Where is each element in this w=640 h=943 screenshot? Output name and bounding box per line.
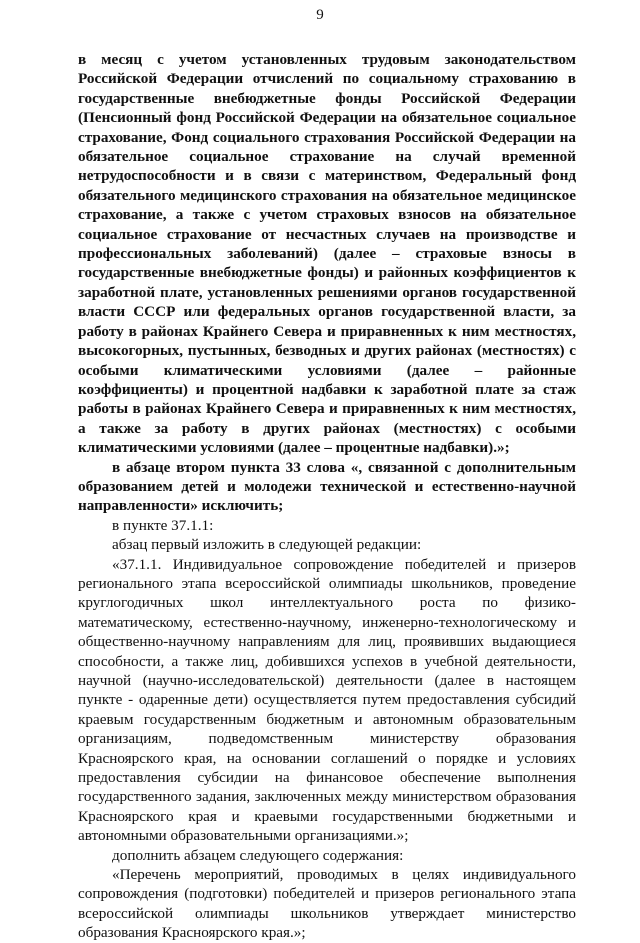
paragraph-supplement: дополнить абзацем следующего содержания: (112, 846, 404, 864)
document-body (78, 50, 576, 943)
paragraph-new-edition: «37.1.1. Индивидуальное сопровождение победителей и призеров регионального этапа всероссийской олимпиады школьников, проведение круглогодичных школ интеллектуального роста по физико-математическому, естественно-научному, инженерно-технологическому и общественно-научному направлениям для лиц, проявивших выдающиеся способности, а также лиц, добившихся успехов в учебной деятельности, научной (научно-исследовательской) деятельности (далее в настоящем пункте - одаренные дети) осуществляется путем предоставления субсидий краевым государственным бюджетным и автономным образовательным организациям, подведомственным министерству образования Красноярского края, на основании соглашений о порядке и условиях предоставления субсидии на финансовое обеспечение выполнения государственного задания, заключенных между министерством образования Красноярского края и краевыми государственными бюджетными и автономными образовательными организациями.»; (78, 555, 576, 845)
paragraph-continuation: в месяц с учетом установленных трудовым законодательством Российской Федерации отчислений по социальному страхованию в государственные внебюджетные фонды Российской Федерации (Пенсионный фонд Российской Федерации на обязательное социальное страхование, Фонд социального страхования Российской Федерации на обязательное социальное страхование на случай временной нетрудоспособности и в связи с материнством, Федеральный фонд обязательного медицинского страхования на обязательное медицинское страхование, а также с учетом страховых взносов на обязательное социальное страхование от несчастных случаев на производстве и профессиональных заболеваний) (далее – страховые взносы в государственные внебюджетные фонды) и районных коэффициентов к заработной плате, установленных решениями органов государственной власти СССР или федеральных органов государственной власти, за работу в районах Крайнего Севера и приравненных к ним местностях, высокогорных, пустынных, безводных и других районах (местностях) с особыми климатическими условиями (далее – районные коэффициенты) и процентной надбавки к заработной плате за стаж работы в районах Крайнего Севера и приравненных к ним местностях, а также за работу в других районах (местностях) с особыми климатическими условиями (далее – процентные надбавки).»; (78, 51, 576, 457)
paragraph-new-abzac: «Перечень мероприятий, проводимых в целях индивидуального сопровождения (подготовки) победителей и призеров регионального этапа всероссийской олимпиады школьников утверждает министерство образования Красноярского края.»; (78, 866, 576, 942)
paragraph-item-37-1-1: в пункте 37.1.1: (112, 516, 214, 534)
page-number: 9 (316, 7, 324, 23)
paragraph-first-abzac: абзац первый изложить в следующей редакции: (112, 536, 422, 554)
paragraph-amendment-item-33: в абзаце втором пункта 33 слова «, связанной с дополнительным образованием детей и молодежи технической и естественно-научной направленности» исключить; (78, 458, 576, 515)
